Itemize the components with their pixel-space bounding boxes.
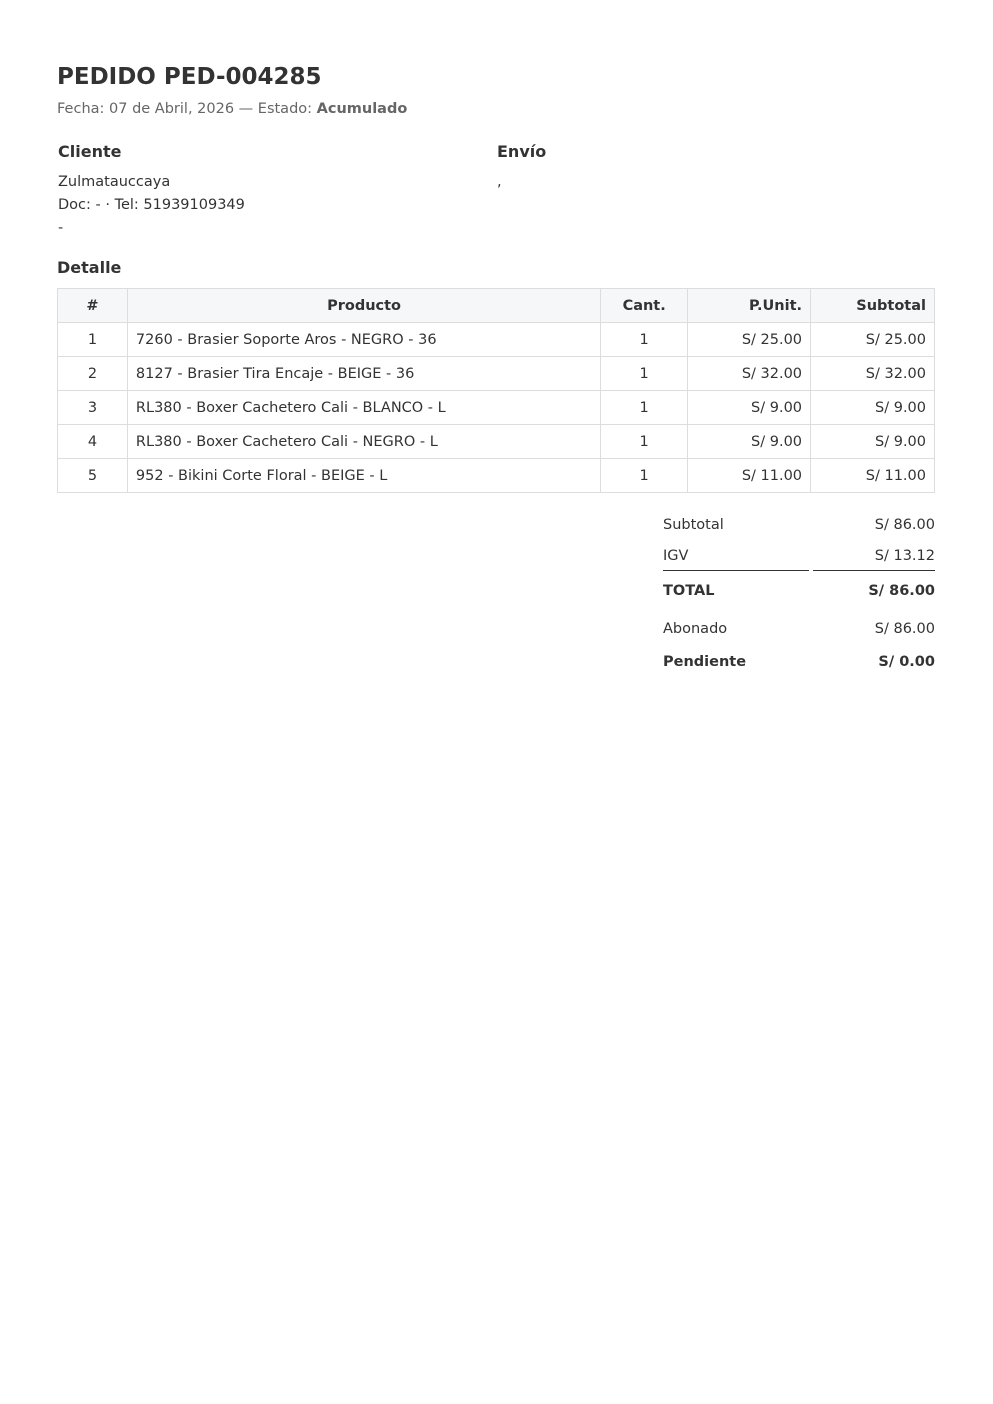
page-title: PEDIDO PED-004285 xyxy=(57,64,322,90)
row-subtotal: S/ 25.00 xyxy=(811,323,935,357)
cliente-heading: Cliente xyxy=(58,142,122,161)
table-row xyxy=(58,323,935,357)
col-header-cant: Cant. xyxy=(601,289,688,323)
row-cant: 1 xyxy=(601,425,688,459)
col-header-producto: Producto xyxy=(127,289,600,323)
row-cant: 1 xyxy=(601,459,688,493)
row-subtotal: S/ 9.00 xyxy=(811,425,935,459)
divider-right xyxy=(813,570,935,571)
totals-pendiente-row xyxy=(663,652,935,672)
envio-block xyxy=(496,141,935,240)
total-value: S/ 86.00 xyxy=(868,583,935,599)
totals-divider xyxy=(663,570,935,571)
totals-block xyxy=(663,515,935,672)
cliente-name: Zulmatauccaya xyxy=(58,174,171,190)
row-punit: S/ 9.00 xyxy=(688,391,811,425)
row-num: 2 xyxy=(58,357,128,391)
parties-section xyxy=(57,141,935,240)
cliente-doc: Doc: - · Tel: 51939109349 xyxy=(58,197,245,213)
row-producto: RL380 - Boxer Cachetero Cali - BLANCO - L xyxy=(127,391,600,425)
row-num: 4 xyxy=(58,425,128,459)
items-table xyxy=(57,288,935,493)
pendiente-label: Pendiente xyxy=(663,654,747,670)
col-header-num: # xyxy=(58,289,128,323)
abonado-value: S/ 86.00 xyxy=(874,621,935,637)
estado-value: Acumulado xyxy=(316,101,408,117)
row-producto: 8127 - Brasier Tira Encaje - BEIGE - 36 xyxy=(127,357,600,391)
totals-igv-row xyxy=(663,546,935,566)
row-producto: RL380 - Boxer Cachetero Cali - NEGRO - L xyxy=(127,425,600,459)
envio-heading: Envío xyxy=(497,142,547,161)
row-subtotal: S/ 11.00 xyxy=(811,459,935,493)
total-label: TOTAL xyxy=(663,583,715,599)
igv-label: IGV xyxy=(663,548,689,564)
row-num: 3 xyxy=(58,391,128,425)
table-row xyxy=(58,357,935,391)
row-subtotal: S/ 9.00 xyxy=(811,391,935,425)
row-producto: 952 - Bikini Corte Floral - BEIGE - L xyxy=(127,459,600,493)
row-cant: 1 xyxy=(601,323,688,357)
row-cant: 1 xyxy=(601,391,688,425)
cliente-extra: - xyxy=(58,220,64,236)
row-punit: S/ 11.00 xyxy=(688,459,811,493)
totals-total-row xyxy=(663,581,935,601)
table-row xyxy=(58,425,935,459)
detalle-heading: Detalle xyxy=(57,258,122,277)
col-header-punit: P.Unit. xyxy=(688,289,811,323)
table-row xyxy=(58,391,935,425)
totals-subtotal-row xyxy=(663,515,935,535)
row-cant: 1 xyxy=(601,357,688,391)
row-num: 5 xyxy=(58,459,128,493)
pendiente-value: S/ 0.00 xyxy=(878,654,935,670)
row-punit: S/ 9.00 xyxy=(688,425,811,459)
order-meta xyxy=(57,99,935,119)
cliente-block xyxy=(57,141,496,240)
row-punit: S/ 32.00 xyxy=(688,357,811,391)
row-subtotal: S/ 32.00 xyxy=(811,357,935,391)
table-header-row xyxy=(58,289,935,323)
row-num: 1 xyxy=(58,323,128,357)
divider-left xyxy=(663,570,809,571)
row-punit: S/ 25.00 xyxy=(688,323,811,357)
order-document xyxy=(57,60,935,670)
fecha-text: Fecha: 07 de Abril, 2026 — Estado: xyxy=(57,101,317,117)
table-row xyxy=(58,459,935,493)
row-producto: 7260 - Brasier Soporte Aros - NEGRO - 36 xyxy=(127,323,600,357)
subtotal-label: Subtotal xyxy=(663,517,724,533)
envio-line: , xyxy=(497,174,502,190)
subtotal-value: S/ 86.00 xyxy=(874,517,935,533)
col-header-subtotal: Subtotal xyxy=(811,289,935,323)
totals-abonado-row xyxy=(663,619,935,639)
igv-value: S/ 13.12 xyxy=(874,548,935,564)
abonado-label: Abonado xyxy=(663,621,728,637)
